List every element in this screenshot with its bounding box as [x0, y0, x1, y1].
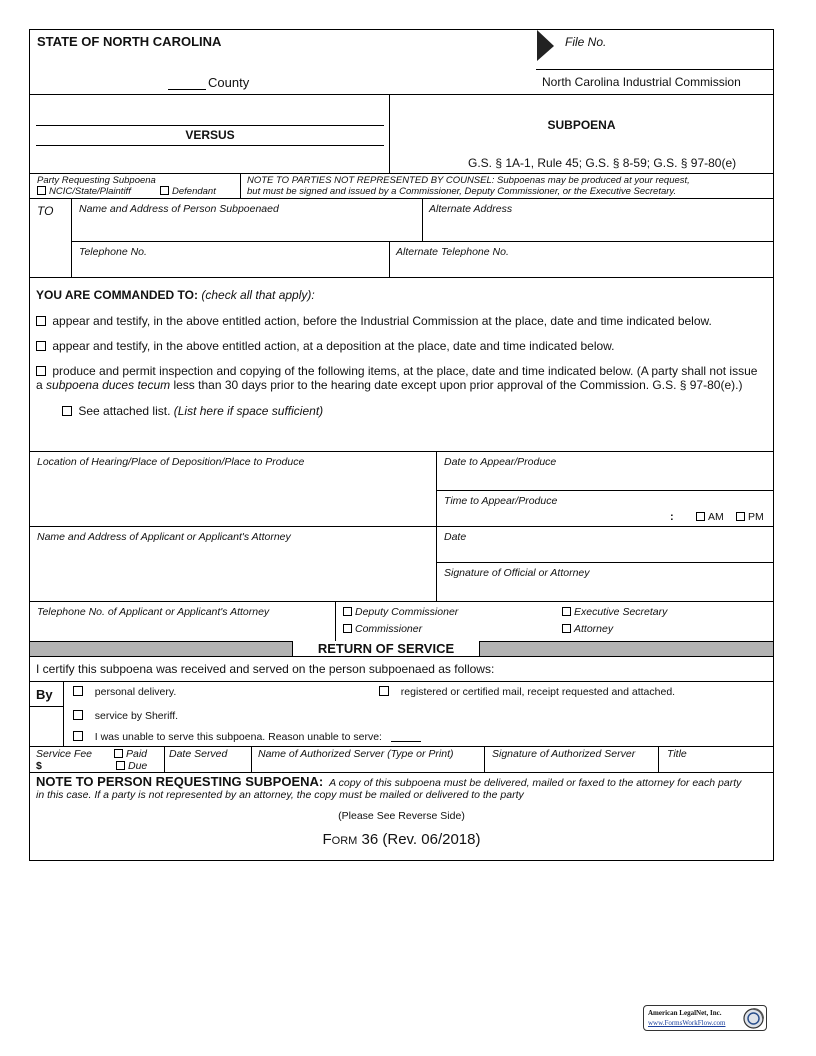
- registered-mail-checkbox[interactable]: [379, 686, 389, 696]
- versus-label: VERSUS: [185, 128, 235, 142]
- am-option[interactable]: AM: [696, 511, 724, 523]
- time-appear-label: Time to Appear/Produce: [444, 495, 558, 507]
- alternate-telephone-label: Alternate Telephone No.: [396, 246, 509, 258]
- name-address-label: Name and Address of Person Subpoenaed: [79, 203, 279, 215]
- by-label: By: [36, 687, 53, 702]
- unrepresented-note-line2: but must be signed and issued by a Commissioner, Deputy Commissioner, or the Executive Secretary.: [247, 186, 677, 197]
- deputy-commissioner-checkbox[interactable]: [343, 607, 352, 616]
- commissioner-checkbox[interactable]: [343, 624, 352, 633]
- hearing-checkbox[interactable]: [36, 316, 46, 326]
- executive-secretary-option[interactable]: Executive Secretary: [562, 606, 667, 618]
- applicant-telephone-label: Telephone No. of Applicant or Applicant's Attorney: [37, 606, 270, 618]
- legalnet-logo[interactable]: [643, 1005, 767, 1031]
- county-label: County: [208, 75, 250, 90]
- unable-reason-field[interactable]: [391, 741, 421, 742]
- alternate-address-label: Alternate Address: [429, 203, 513, 215]
- command-option-hearing[interactable]: appear and testify, in the above entitled action, before the Industrial Commission at the place, date and time indicated below.: [36, 314, 712, 328]
- file-no-arrow-icon: [537, 30, 555, 62]
- personal-delivery-checkbox[interactable]: [73, 686, 83, 696]
- date-appear-label: Date to Appear/Produce: [444, 456, 557, 468]
- applicant-date-label: Date: [444, 531, 467, 543]
- service-fee-dollar: $: [36, 760, 42, 772]
- time-colon: :: [670, 511, 674, 523]
- server-name-label: Name of Authorized Server (Type or Print): [258, 748, 454, 760]
- server-signature-label: Signature of Authorized Server: [492, 748, 636, 760]
- attached-list-option[interactable]: See attached list. (List here if space sufficient): [62, 404, 323, 418]
- attorney-checkbox[interactable]: [562, 624, 571, 633]
- logo-url: www.FormsWorkFlow.com: [648, 1019, 726, 1027]
- server-title-label: Title: [667, 748, 687, 760]
- reverse-side-note: (Please See Reverse Side): [338, 810, 465, 822]
- state-name: STATE OF NORTH CAROLINA: [37, 34, 222, 49]
- commanded-heading: YOU ARE COMMANDED TO: (check all that apply):: [36, 288, 315, 302]
- pm-checkbox[interactable]: [736, 512, 745, 521]
- unable-to-serve-checkbox[interactable]: [73, 731, 83, 741]
- plaintiff-checkbox[interactable]: [37, 186, 46, 195]
- executive-secretary-checkbox[interactable]: [562, 607, 571, 616]
- form-number: FORM 36 (Rev. 06/2018): [322, 831, 481, 848]
- pm-option[interactable]: PM: [736, 511, 764, 523]
- defendant-field[interactable]: [36, 148, 384, 170]
- commissioner-option[interactable]: Commissioner: [343, 623, 422, 635]
- certify-text: I certify this subpoena was received and served on the person subpoenaed as follows:: [36, 662, 495, 676]
- command-option-produce[interactable]: produce and permit inspection and copying of the following items, at the place, date and time indicated below. (A party shall not issue: [36, 364, 757, 378]
- return-title: RETURN OF SERVICE: [317, 641, 455, 656]
- party-option-plaintiff[interactable]: NCIC/State/Plaintiff: [37, 186, 131, 197]
- globe-icon: [743, 1008, 764, 1029]
- note-requesting: NOTE TO PERSON REQUESTING SUBPOENA: A copy of this subpoena must be delivered, mailed or faxed to the attorney for each party: [36, 774, 742, 789]
- registered-mail-option[interactable]: registered or certified mail, receipt requested and attached.: [379, 686, 675, 698]
- deputy-commissioner-option[interactable]: Deputy Commissioner: [343, 606, 458, 618]
- party-option-defendant[interactable]: Defendant: [160, 186, 216, 197]
- am-checkbox[interactable]: [696, 512, 705, 521]
- fee-paid-option[interactable]: Paid: [114, 748, 147, 760]
- file-no-label: File No.: [565, 35, 607, 49]
- telephone-label: Telephone No.: [79, 246, 147, 258]
- defendant-checkbox[interactable]: [160, 186, 169, 195]
- fee-paid-checkbox[interactable]: [114, 749, 123, 758]
- deposition-checkbox[interactable]: [36, 341, 46, 351]
- command-option-produce-line2: a subpoena duces tecum less than 30 days prior to the hearing date except upon prior approval of the Commission. G.S. § 97-80(e).): [36, 378, 743, 392]
- date-served-label: Date Served: [169, 748, 228, 760]
- county-field[interactable]: [168, 89, 206, 90]
- plaintiff-field[interactable]: [36, 100, 384, 122]
- note-requesting-line2: in this case. If a party is not represented by an attorney, the copy must be mailed or delivered to the party: [36, 789, 524, 801]
- service-fee-label: Service Fee: [36, 748, 93, 760]
- logo-company: American LegalNet, Inc.: [648, 1009, 722, 1017]
- fee-due-checkbox[interactable]: [116, 761, 125, 770]
- sheriff-checkbox[interactable]: [73, 710, 83, 720]
- fee-due-option[interactable]: Due: [116, 760, 147, 772]
- subpoena-title: SUBPOENA: [547, 118, 616, 132]
- produce-checkbox[interactable]: [36, 366, 46, 376]
- to-label: TO: [37, 204, 54, 218]
- statutes: G.S. § 1A-1, Rule 45; G.S. § 8-59; G.S. § 97-80(e): [468, 156, 737, 170]
- personal-delivery-option[interactable]: personal delivery.: [73, 686, 176, 698]
- unrepresented-note-line1: NOTE TO PARTIES NOT REPRESENTED BY COUNSEL: Subpoenas may be produced at your request,: [247, 175, 690, 186]
- command-option-deposition[interactable]: appear and testify, in the above entitled action, at a deposition at the place, date and time indicated below.: [36, 339, 615, 353]
- party-label: Party Requesting Subpoena: [37, 175, 156, 186]
- commission-name: North Carolina Industrial Commission: [542, 75, 741, 89]
- attached-list-checkbox[interactable]: [62, 406, 72, 416]
- sheriff-option[interactable]: service by Sheriff.: [73, 710, 178, 722]
- attorney-option[interactable]: Attorney: [562, 623, 613, 635]
- applicant-name-label: Name and Address of Applicant or Applicant's Attorney: [37, 531, 291, 543]
- location-label: Location of Hearing/Place of Deposition/Place to Produce: [37, 456, 305, 468]
- unable-to-serve-option[interactable]: I was unable to serve this subpoena. Reason unable to serve:: [73, 731, 382, 743]
- signature-official-label: Signature of Official or Attorney: [444, 567, 590, 579]
